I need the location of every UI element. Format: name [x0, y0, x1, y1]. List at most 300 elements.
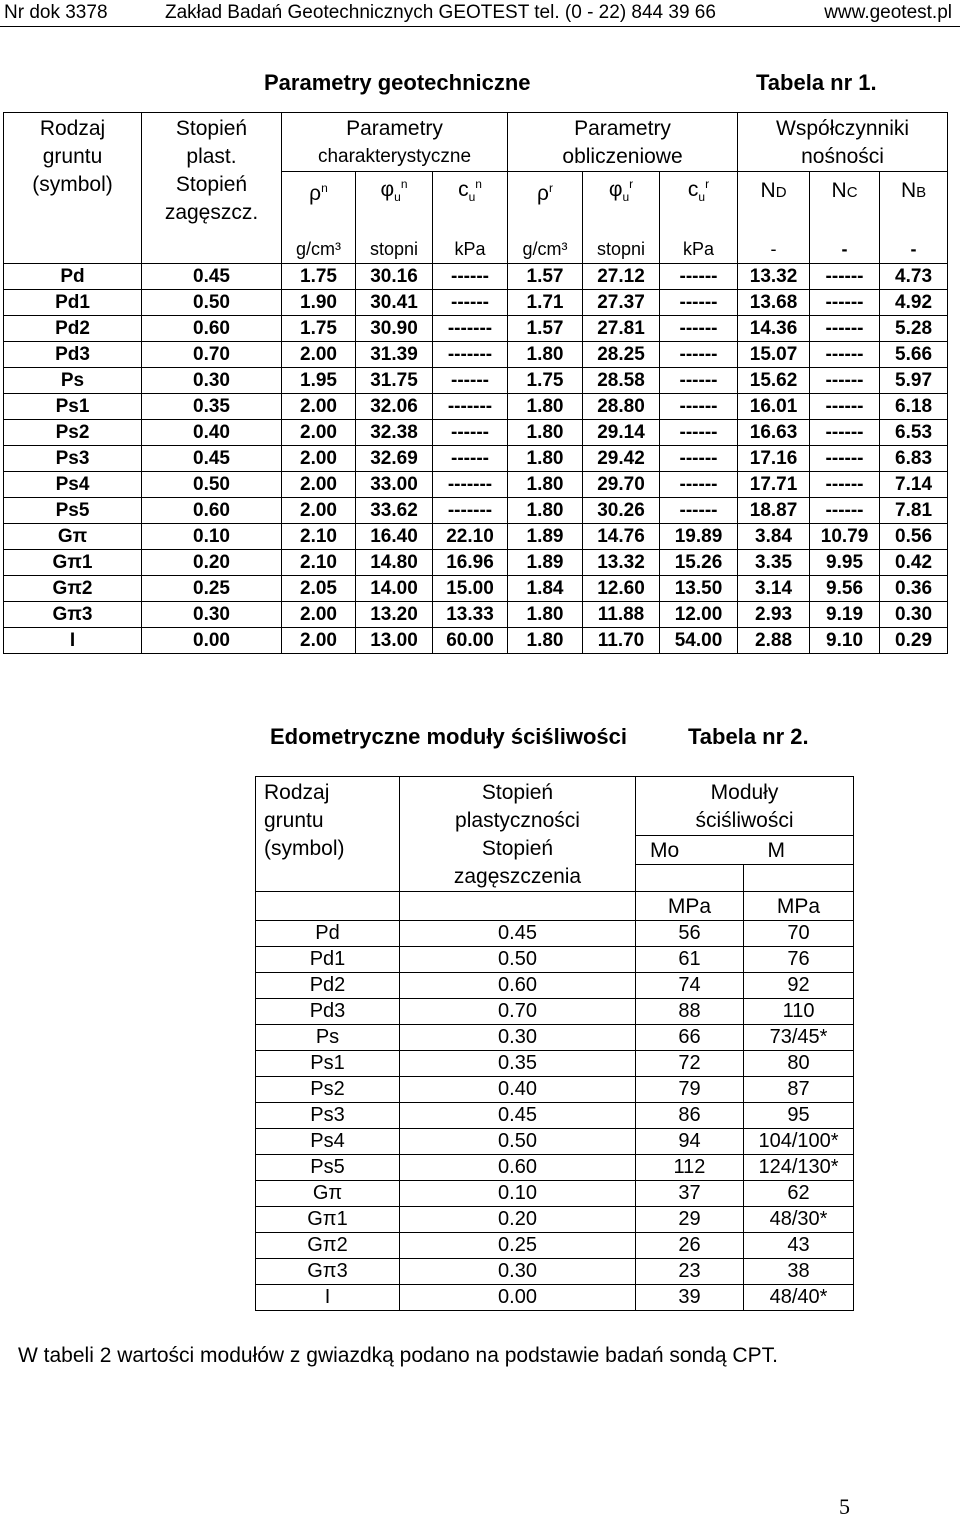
- value-cell: -------: [433, 498, 508, 524]
- phi-n-symbol: [356, 172, 433, 211]
- table-row: [4, 550, 948, 576]
- value-cell: 1.75: [282, 264, 356, 290]
- value-cell: 13.50: [660, 576, 738, 602]
- value-cell: 13.33: [433, 602, 508, 628]
- table-row: [256, 1285, 854, 1311]
- value-cell: 74: [636, 973, 744, 999]
- value-cell: 87: [744, 1077, 854, 1103]
- company-info: Zakład Badań Geotechnicznych GEOTEST tel. (0 - 22) 844 39 66: [165, 2, 716, 23]
- soil-symbol-cell: I: [4, 628, 142, 654]
- value-cell: -------: [433, 394, 508, 420]
- nb-symbol: [880, 172, 948, 211]
- value-cell: 5.66: [880, 342, 948, 368]
- value-cell: 0.20: [142, 550, 282, 576]
- value-cell: 30.16: [356, 264, 433, 290]
- state-header: [142, 113, 282, 264]
- value-cell: 0.35: [142, 394, 282, 420]
- value-cell: 0.60: [400, 973, 636, 999]
- header-line: gruntu: [264, 809, 324, 832]
- value-cell: 29.70: [583, 472, 660, 498]
- value-cell: 70: [744, 921, 854, 947]
- value-cell: 22.10: [433, 524, 508, 550]
- value-cell: 1.80: [508, 420, 583, 446]
- value-cell: 94: [636, 1129, 744, 1155]
- table-row: [256, 1051, 854, 1077]
- value-cell: 0.60: [400, 1155, 636, 1181]
- value-cell: 0.30: [880, 602, 948, 628]
- soil-symbol-cell: Gπ: [4, 524, 142, 550]
- table-row: [256, 1207, 854, 1233]
- characteristic-params-header: [282, 113, 508, 172]
- unit-cell: g/cm³: [282, 235, 356, 264]
- value-cell: 0.42: [880, 550, 948, 576]
- value-cell: 5.28: [880, 316, 948, 342]
- header-line: gruntu: [42, 145, 103, 168]
- table2-title: Edometryczne moduły ściśliwości: [270, 724, 628, 749]
- value-cell: 2.00: [282, 472, 356, 498]
- m-header: M: [744, 836, 854, 865]
- value-cell: 14.80: [356, 550, 433, 576]
- value-cell: 80: [744, 1051, 854, 1077]
- value-cell: 30.90: [356, 316, 433, 342]
- value-cell: 11.88: [583, 602, 660, 628]
- spacer-cell: [636, 865, 744, 892]
- value-cell: 0.20: [400, 1207, 636, 1233]
- table-row: [4, 420, 948, 446]
- value-cell: 18.87: [738, 498, 810, 524]
- value-cell: 14.00: [356, 576, 433, 602]
- value-cell: 0.30: [142, 602, 282, 628]
- value-cell: 29.42: [583, 446, 660, 472]
- value-cell: 15.00: [433, 576, 508, 602]
- symbol-text: φ: [608, 178, 623, 201]
- table-row: [256, 1259, 854, 1285]
- symbol-text: c: [458, 178, 469, 201]
- value-cell: 15.07: [738, 342, 810, 368]
- header-line: (symbol): [264, 837, 345, 860]
- value-cell: 48/30*: [744, 1207, 854, 1233]
- website-link[interactable]: www.geotest.pl: [824, 2, 952, 23]
- value-cell: 1.80: [508, 446, 583, 472]
- table-row: [4, 498, 948, 524]
- value-cell: -------: [433, 316, 508, 342]
- value-cell: 29.14: [583, 420, 660, 446]
- bearing-coefficients-header: [738, 113, 948, 172]
- value-cell: 3.84: [738, 524, 810, 550]
- value-cell: 16.01: [738, 394, 810, 420]
- soil-symbol-cell: Ps5: [256, 1155, 400, 1181]
- value-cell: 4.73: [880, 264, 948, 290]
- spacer-cell: [256, 892, 400, 921]
- unit-cell: stopni: [583, 235, 660, 264]
- value-cell: 0.10: [142, 524, 282, 550]
- header-line: Parametry: [346, 117, 443, 140]
- value-cell: 0.00: [400, 1285, 636, 1311]
- value-cell: 95: [744, 1103, 854, 1129]
- value-cell: 27.12: [583, 264, 660, 290]
- header-line: zagęszczenia: [453, 865, 582, 888]
- value-cell: ------: [433, 290, 508, 316]
- table-row: [4, 628, 948, 654]
- document-number: Nr dok 3378: [4, 2, 108, 23]
- value-cell: 60.00: [433, 628, 508, 654]
- value-cell: 1.95: [282, 368, 356, 394]
- spacer-cell: [282, 210, 356, 235]
- value-cell: 29: [636, 1207, 744, 1233]
- unit-cell: -: [880, 235, 948, 264]
- spacer-cell: [744, 865, 854, 892]
- table1-title: Parametry geotechniczne: [264, 70, 531, 95]
- symbol-subscript: B: [916, 183, 927, 201]
- footnote: W tabeli 2 wartości modułów z gwiazdką podano na podstawie badań sondą CPT.: [18, 1344, 778, 1367]
- value-cell: 10.79: [810, 524, 880, 550]
- value-cell: 0.56: [880, 524, 948, 550]
- soil-symbol-cell: Pd2: [256, 973, 400, 999]
- value-cell: 2.10: [282, 550, 356, 576]
- value-cell: 13.00: [356, 628, 433, 654]
- soil-symbol-cell: Gπ3: [256, 1259, 400, 1285]
- symbol-superscript: r: [548, 181, 553, 196]
- rho-n-symbol: [282, 172, 356, 211]
- value-cell: 92: [744, 973, 854, 999]
- soil-symbol-cell: Ps4: [4, 472, 142, 498]
- header-line: Rodzaj: [264, 781, 330, 804]
- c-n-symbol: [433, 172, 508, 211]
- soil-symbol-cell: Ps1: [4, 394, 142, 420]
- value-cell: 0.30: [400, 1025, 636, 1051]
- value-cell: 2.00: [282, 420, 356, 446]
- value-cell: 0.30: [400, 1259, 636, 1285]
- value-cell: ------: [433, 264, 508, 290]
- value-cell: ------: [810, 446, 880, 472]
- value-cell: 76: [744, 947, 854, 973]
- value-cell: 16.63: [738, 420, 810, 446]
- soil-symbol-cell: Pd1: [256, 947, 400, 973]
- soil-symbol-cell: Pd: [4, 264, 142, 290]
- value-cell: 0.50: [400, 947, 636, 973]
- value-cell: 1.80: [508, 628, 583, 654]
- soil-symbol-cell: Gπ2: [256, 1233, 400, 1259]
- value-cell: 104/100*: [744, 1129, 854, 1155]
- soil-symbol-cell: Ps1: [256, 1051, 400, 1077]
- value-cell: 12.60: [583, 576, 660, 602]
- spacer-cell: [660, 210, 738, 235]
- symbol-subscript: u: [622, 190, 630, 205]
- value-cell: 37: [636, 1181, 744, 1207]
- value-cell: 1.57: [508, 264, 583, 290]
- header-line: Stopień: [175, 117, 248, 140]
- soil-symbol-cell: Gπ: [256, 1181, 400, 1207]
- value-cell: 16.96: [433, 550, 508, 576]
- value-cell: 0.45: [142, 446, 282, 472]
- value-cell: ------: [810, 420, 880, 446]
- value-cell: ------: [660, 394, 738, 420]
- value-cell: 2.05: [282, 576, 356, 602]
- value-cell: 12.00: [660, 602, 738, 628]
- value-cell: 1.57: [508, 316, 583, 342]
- value-cell: 0.45: [400, 921, 636, 947]
- soil-symbol-cell: Pd: [256, 921, 400, 947]
- table-row: [256, 1181, 854, 1207]
- value-cell: ------: [433, 420, 508, 446]
- value-cell: 110: [744, 999, 854, 1025]
- value-cell: 2.10: [282, 524, 356, 550]
- soil-symbol-cell: Pd3: [256, 999, 400, 1025]
- value-cell: 19.89: [660, 524, 738, 550]
- value-cell: 0.60: [142, 316, 282, 342]
- header-line: Stopień: [481, 781, 554, 804]
- spacer-cell: [433, 210, 508, 235]
- symbol-superscript: r: [629, 177, 634, 191]
- moduli-header: [636, 777, 854, 836]
- soil-symbol-cell: Ps: [256, 1025, 400, 1051]
- value-cell: ------: [660, 290, 738, 316]
- value-cell: 0.45: [142, 264, 282, 290]
- symbol-superscript: n: [321, 181, 328, 196]
- table-row: [256, 999, 854, 1025]
- value-cell: 0.50: [400, 1129, 636, 1155]
- value-cell: 11.70: [583, 628, 660, 654]
- table1-header-row: [4, 113, 948, 172]
- table-row: [4, 342, 948, 368]
- symbol-text: N: [831, 178, 847, 202]
- value-cell: 15.26: [660, 550, 738, 576]
- header-line: Stopień: [175, 173, 248, 196]
- value-cell: 9.56: [810, 576, 880, 602]
- value-cell: ------: [810, 316, 880, 342]
- symbol-text: φ: [380, 178, 395, 201]
- value-cell: 9.95: [810, 550, 880, 576]
- value-cell: 31.75: [356, 368, 433, 394]
- nc-symbol: [810, 172, 880, 211]
- value-cell: 0.30: [142, 368, 282, 394]
- symbol-text: N: [900, 178, 917, 202]
- header-line: charakterystyczne: [317, 146, 472, 167]
- value-cell: 1.90: [282, 290, 356, 316]
- symbol-superscript: r: [705, 177, 710, 191]
- value-cell: 3.35: [738, 550, 810, 576]
- value-cell: 2.88: [738, 628, 810, 654]
- value-cell: -------: [433, 472, 508, 498]
- value-cell: ------: [660, 264, 738, 290]
- table-row: [4, 446, 948, 472]
- page-header: [0, 0, 960, 27]
- table-row: [4, 290, 948, 316]
- value-cell: ------: [660, 316, 738, 342]
- value-cell: 48/40*: [744, 1285, 854, 1311]
- value-cell: 2.00: [282, 628, 356, 654]
- value-cell: 32.38: [356, 420, 433, 446]
- unit-cell: -: [738, 235, 810, 264]
- header-line: ściśliwości: [695, 809, 794, 832]
- table1-body: [4, 264, 948, 654]
- header-line: zagęszcz.: [164, 201, 259, 224]
- value-cell: 0.25: [142, 576, 282, 602]
- value-cell: 6.83: [880, 446, 948, 472]
- unit-cell: MPa: [744, 892, 854, 921]
- value-cell: 0.25: [400, 1233, 636, 1259]
- soil-symbol-cell: Pd2: [4, 316, 142, 342]
- compressibility-moduli-table: [255, 776, 854, 1311]
- value-cell: 56: [636, 921, 744, 947]
- value-cell: 13.68: [738, 290, 810, 316]
- symbol-subscript: D: [775, 183, 787, 201]
- value-cell: ------: [660, 472, 738, 498]
- value-cell: 0.45: [400, 1103, 636, 1129]
- table-row: [4, 368, 948, 394]
- value-cell: 4.92: [880, 290, 948, 316]
- value-cell: 0.50: [142, 290, 282, 316]
- value-cell: 30.41: [356, 290, 433, 316]
- table-row: [256, 1233, 854, 1259]
- header-line: (symbol): [32, 173, 113, 196]
- soil-symbol-cell: Gπ1: [4, 550, 142, 576]
- soil-symbol-cell: Gπ1: [256, 1207, 400, 1233]
- header-line: Stopień: [481, 837, 554, 860]
- value-cell: 28.25: [583, 342, 660, 368]
- value-cell: 2.93: [738, 602, 810, 628]
- table-row: [4, 602, 948, 628]
- value-cell: 3.14: [738, 576, 810, 602]
- soil-symbol-cell: Ps5: [4, 498, 142, 524]
- value-cell: 30.26: [583, 498, 660, 524]
- value-cell: 0.40: [142, 420, 282, 446]
- header-line: plastyczności: [455, 809, 580, 832]
- value-cell: 43: [744, 1233, 854, 1259]
- value-cell: 124/130*: [744, 1155, 854, 1181]
- soil-symbol-cell: Gπ2: [4, 576, 142, 602]
- value-cell: 32.06: [356, 394, 433, 420]
- value-cell: 15.62: [738, 368, 810, 394]
- value-cell: ------: [660, 498, 738, 524]
- soil-symbol-cell: Pd1: [4, 290, 142, 316]
- c-r-symbol: [660, 172, 738, 211]
- soil-type-header: [4, 113, 142, 264]
- symbol-subscript: u: [468, 190, 476, 205]
- table-row: [4, 394, 948, 420]
- value-cell: 0.35: [400, 1051, 636, 1077]
- value-cell: 27.81: [583, 316, 660, 342]
- page-number: 5: [839, 1494, 850, 1519]
- table1-number: Tabela nr 1.: [756, 70, 877, 95]
- value-cell: 1.89: [508, 550, 583, 576]
- table-row: [4, 264, 948, 290]
- value-cell: 0.29: [880, 628, 948, 654]
- value-cell: ------: [660, 342, 738, 368]
- spacer-cell: [583, 210, 660, 235]
- unit-cell: MPa: [636, 892, 744, 921]
- value-cell: 5.97: [880, 368, 948, 394]
- table-row: [256, 947, 854, 973]
- value-cell: 0.40: [400, 1077, 636, 1103]
- value-cell: 1.84: [508, 576, 583, 602]
- header-line: Parametry: [574, 117, 671, 140]
- value-cell: 79: [636, 1077, 744, 1103]
- value-cell: 0.70: [142, 342, 282, 368]
- value-cell: 2.00: [282, 394, 356, 420]
- value-cell: 38: [744, 1259, 854, 1285]
- value-cell: 1.75: [508, 368, 583, 394]
- soil-symbol-cell: Ps2: [4, 420, 142, 446]
- value-cell: 33.00: [356, 472, 433, 498]
- value-cell: ------: [810, 498, 880, 524]
- value-cell: 112: [636, 1155, 744, 1181]
- value-cell: 61: [636, 947, 744, 973]
- value-cell: 1.80: [508, 472, 583, 498]
- value-cell: 32.69: [356, 446, 433, 472]
- value-cell: 17.16: [738, 446, 810, 472]
- value-cell: 2.00: [282, 602, 356, 628]
- value-cell: 1.89: [508, 524, 583, 550]
- table-row: [256, 1155, 854, 1181]
- value-cell: 0.10: [400, 1181, 636, 1207]
- symbol-text: c: [687, 178, 699, 201]
- value-cell: 1.80: [508, 498, 583, 524]
- spacer-cell: [508, 210, 583, 235]
- value-cell: ------: [660, 420, 738, 446]
- table-row: [4, 524, 948, 550]
- value-cell: 88: [636, 999, 744, 1025]
- spacer-cell: [738, 210, 810, 235]
- value-cell: 1.75: [282, 316, 356, 342]
- header-line: Rodzaj: [39, 117, 106, 140]
- table2-number: Tabela nr 2.: [688, 724, 809, 749]
- soil-symbol-cell: Gπ3: [4, 602, 142, 628]
- value-cell: 0.00: [142, 628, 282, 654]
- soil-symbol-cell: I: [256, 1285, 400, 1311]
- value-cell: 28.58: [583, 368, 660, 394]
- spacer-cell: [400, 892, 636, 921]
- value-cell: ------: [433, 446, 508, 472]
- symbol-text: ρ: [537, 182, 549, 206]
- value-cell: ------: [810, 342, 880, 368]
- phi-r-symbol: [583, 172, 660, 211]
- table-row: [256, 1129, 854, 1155]
- spacer-cell: [880, 210, 948, 235]
- calculation-params-header: [508, 113, 738, 172]
- soil-symbol-cell: Ps3: [256, 1103, 400, 1129]
- value-cell: ------: [810, 264, 880, 290]
- header-line: Moduły: [710, 781, 779, 804]
- value-cell: 1.80: [508, 602, 583, 628]
- value-cell: 54.00: [660, 628, 738, 654]
- geotechnical-parameters-table: [3, 112, 948, 654]
- table-row: [256, 1103, 854, 1129]
- value-cell: 0.60: [142, 498, 282, 524]
- value-cell: ------: [660, 446, 738, 472]
- value-cell: 7.81: [880, 498, 948, 524]
- unit-cell: stopni: [356, 235, 433, 264]
- value-cell: 2.00: [282, 342, 356, 368]
- value-cell: ------: [660, 368, 738, 394]
- value-cell: ------: [810, 472, 880, 498]
- table-row: [256, 1077, 854, 1103]
- unit-cell: -: [810, 235, 880, 264]
- value-cell: 28.80: [583, 394, 660, 420]
- value-cell: 0.36: [880, 576, 948, 602]
- table2-header-row: [256, 777, 854, 836]
- value-cell: ------: [810, 290, 880, 316]
- value-cell: 2.00: [282, 446, 356, 472]
- table-row: [4, 576, 948, 602]
- value-cell: 14.76: [583, 524, 660, 550]
- symbol-superscript: n: [475, 177, 482, 191]
- value-cell: 0.70: [400, 999, 636, 1025]
- unit-cell: g/cm³: [508, 235, 583, 264]
- table-row: [4, 316, 948, 342]
- header-line: obliczeniowe: [562, 145, 683, 168]
- value-cell: 23: [636, 1259, 744, 1285]
